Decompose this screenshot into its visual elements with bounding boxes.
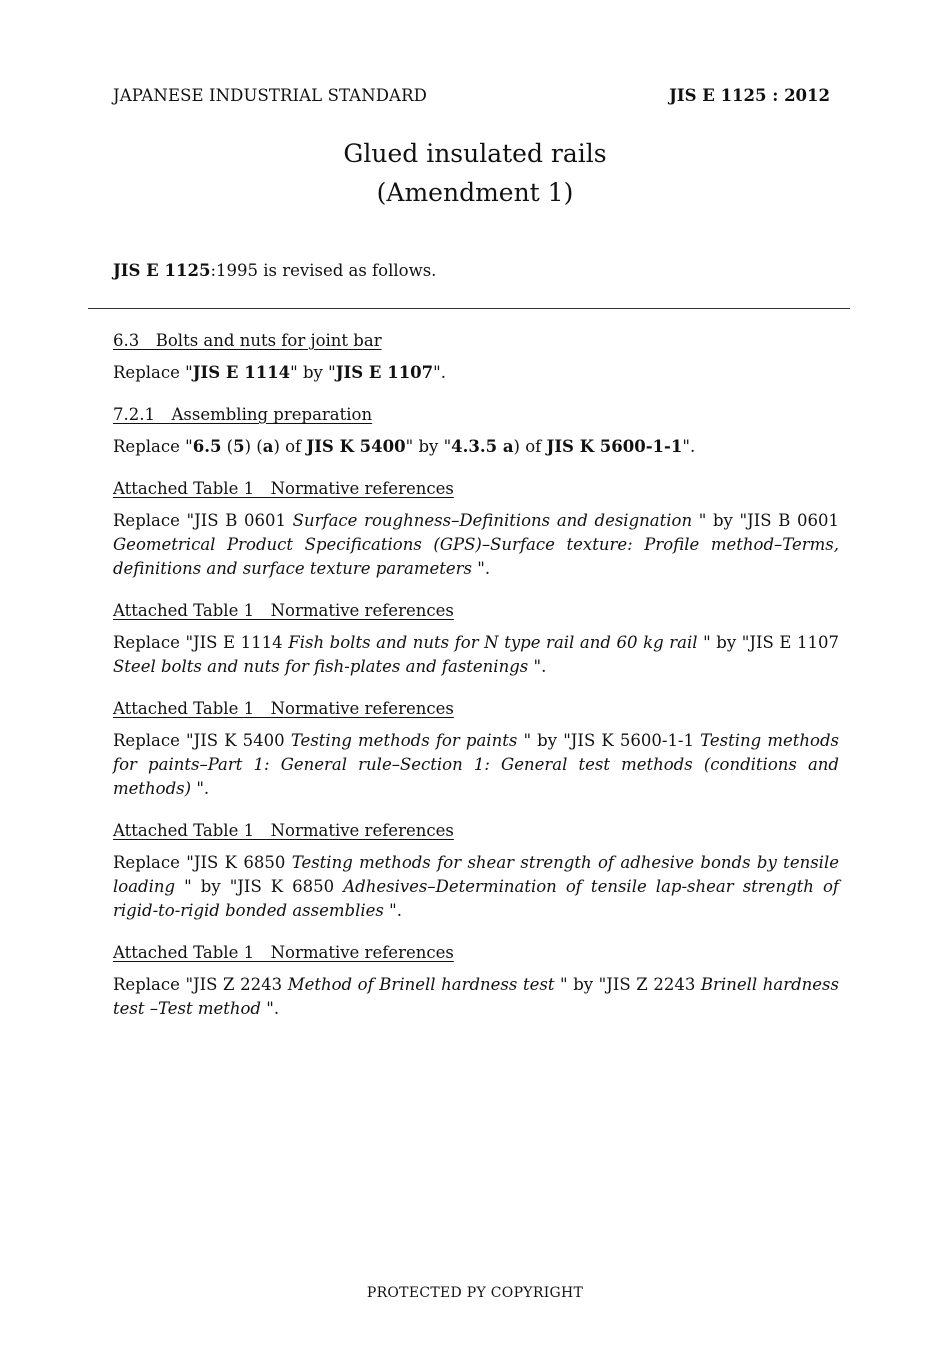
body-text: ( [221,437,234,456]
body-text: " by "JIS K 5600-1-1 [517,731,701,750]
amendment-section [113,698,839,801]
body-text: ". [433,363,446,382]
title-line-1: Glued insulated rails [343,139,607,168]
amendment-section [113,942,839,1021]
body-text: " by " [405,437,452,456]
intro-statement [113,261,436,280]
body-text: Replace "JIS E 1114 [113,633,289,652]
horizontal-divider [88,308,850,309]
body-text: ) ( [244,437,263,456]
document-title [0,134,950,212]
title-line-2: (Amendment 1) [376,178,574,207]
body-text: ". [191,779,210,798]
body-bold: JIS E 1107 [335,363,434,382]
header-standard-number: JIS E 1125 : 2012 [669,86,830,105]
body-italic: Testing methods for paints–Part 1: General rule–Section 1: General test methods (conditions and methods) [113,731,840,798]
body-text: Replace " [113,437,193,456]
body-text: " by "JIS E 1107 [697,633,839,652]
body-text: ". [682,437,696,456]
body-bold: 6.5 [192,437,222,456]
amendment-section [113,600,839,679]
section-body [113,631,839,679]
body-text: " by "JIS B 0601 [692,511,840,530]
body-text: ". [383,901,402,920]
body-text: Replace "JIS K 6850 [113,853,292,872]
section-body [113,361,839,385]
body-italic: Method of Brinell hardness test [287,975,555,994]
body-text: ". [528,657,547,676]
body-text: Replace "JIS Z 2243 [113,975,288,994]
amendment-list [113,330,839,1040]
amendment-section [113,478,839,581]
section-body [113,435,839,459]
section-heading: Attached Table 1 Normative references [113,479,454,498]
section-body [113,509,839,581]
body-text: Replace " [113,363,193,382]
section-heading: 7.2.1 Assembling preparation [113,405,373,424]
section-body [113,973,839,1021]
amendment-section [113,820,839,923]
body-text: Replace "JIS K 5400 [113,731,291,750]
body-text: " by " [290,363,336,382]
section-heading: Attached Table 1 Normative references [113,821,454,840]
body-bold: JIS E 1114 [192,363,291,382]
section-heading: Attached Table 1 Normative references [113,943,454,962]
body-bold: JIS K 5600-1-1 [546,437,683,456]
body-bold: JIS K 5400 [306,437,406,456]
body-text: Replace "JIS B 0601 [113,511,293,530]
section-heading: Attached Table 1 Normative references [113,601,454,620]
body-italic: Adhesives–Determination of tensile lap-shear strength of rigid-to-rigid bonded assemblies [113,877,839,920]
body-text: ) of [513,437,547,456]
section-heading: 6.3 Bolts and nuts for joint bar [113,331,382,350]
body-italic: Fish bolts and nuts for N type rail and 60 kg rail [288,633,698,652]
section-body [113,729,839,801]
body-bold: 5 [233,437,245,456]
header-standard-label: JAPANESE INDUSTRIAL STANDARD [113,86,427,105]
body-italic: Testing methods for shear strength of adhesive bonds by tensile loading [113,853,839,896]
body-text: ". [472,559,491,578]
section-heading: Attached Table 1 Normative references [113,699,454,718]
amendment-section [113,404,839,459]
body-bold: a [262,437,274,456]
body-italic: Brinell hardness test –Test method [113,975,839,1018]
body-italic: Surface roughness–Definitions and designation [292,511,693,530]
body-italic: Geometrical Product Specifications (GPS)–Surface texture: Profile method–Terms, definitions and surface texture parameters [113,535,839,578]
body-text: " by "JIS K 6850 [175,877,344,896]
intro-text: :1995 is revised as follows. [210,261,437,280]
body-italic: Testing methods for paints [290,731,518,750]
body-text: ) of [273,437,307,456]
body-text: " by "JIS Z 2243 [554,975,701,994]
amendment-section [113,330,839,385]
body-italic: Steel bolts and nuts for fish-plates and fastenings [113,657,529,676]
copyright-footer: PROTECTED PY COPYRIGHT [366,1285,584,1301]
intro-code: JIS E 1125 [113,261,211,280]
section-body [113,851,839,923]
body-bold: 4.3.5 a [451,437,514,456]
body-text: ". [260,999,280,1018]
